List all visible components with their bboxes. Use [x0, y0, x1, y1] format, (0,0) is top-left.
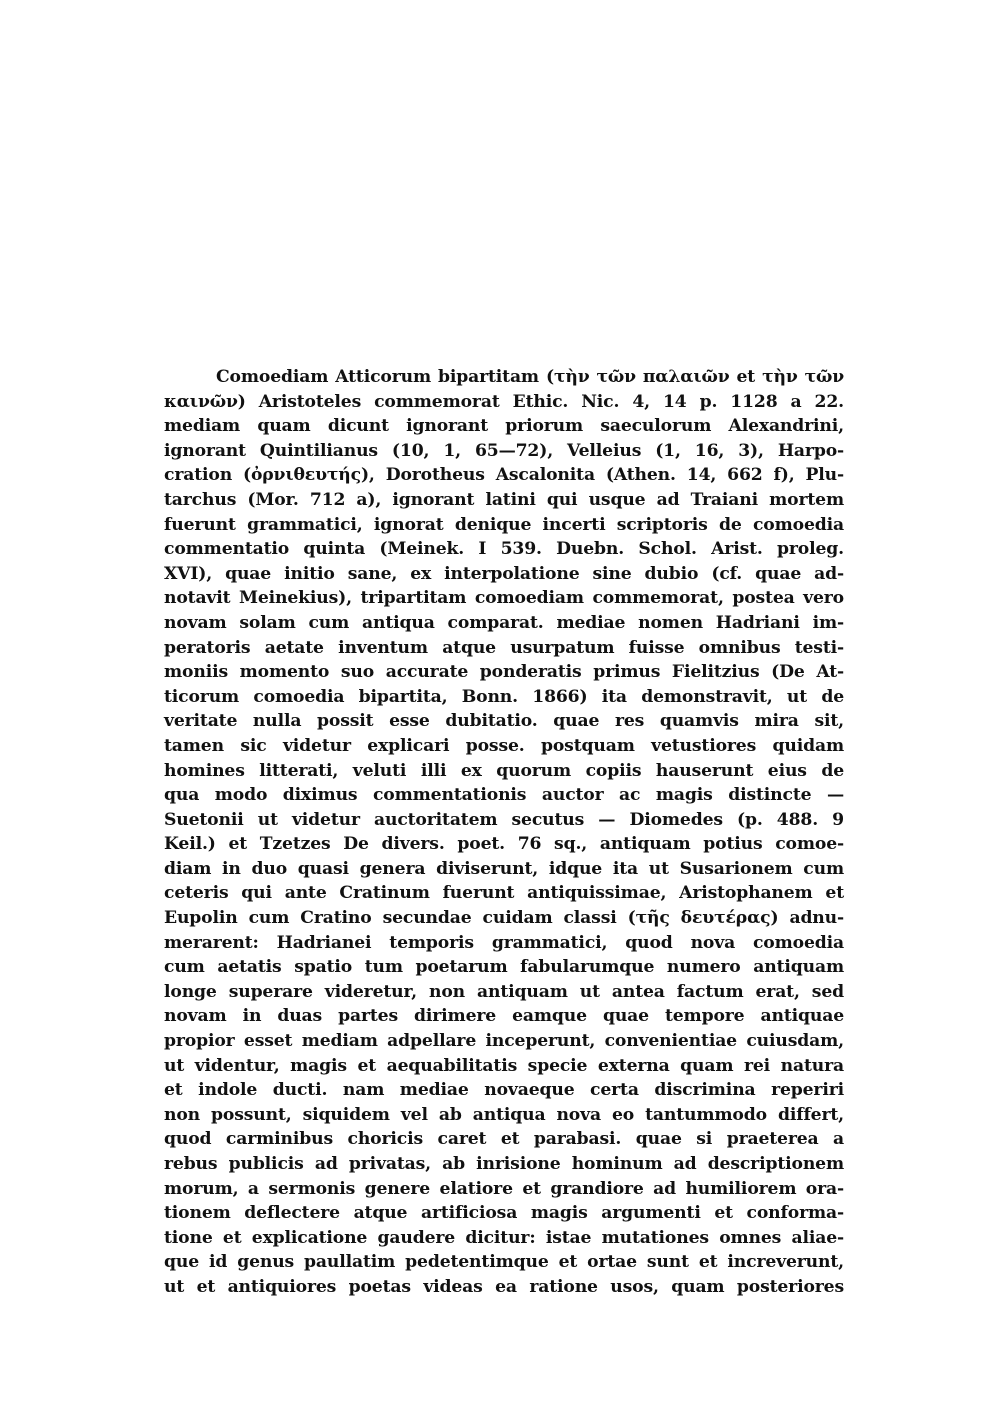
text-line: ut videntur, magis et aequabilitatis specie externa quam rei natura [164, 1055, 844, 1076]
text-line: Suetonii ut videtur auctoritatem secutus — Diomedes (p. 488. 9 [164, 809, 844, 830]
text-line: Keil.) et Tzetzes De divers. poet. 76 sq., antiquam potius comoe- [164, 834, 844, 855]
text-line: fuerunt grammatici, ignorat denique incerti scriptoris de comoedia [164, 514, 844, 535]
text-line: novam solam cum antiqua comparat. mediae nomen Hadriani im- [164, 612, 844, 633]
text-line: notavit Meinekius), tripartitam comoediam commemorat, postea vero [164, 588, 844, 609]
text-line: tionem deflectere atque artificiosa magis argumenti et conforma- [164, 1203, 844, 1224]
text-line: Eupolin cum Cratino secundae cuidam classi (τῆς δευτέρας) adnu- [164, 908, 844, 929]
text-line: longe superare videretur, non antiquam ut antea factum erat, sed [164, 981, 844, 1002]
text-line: rebus publicis ad privatas, ab inrisione hominum ad descriptionem [164, 1154, 844, 1174]
text-line: peratoris aetate inventum atque usurpatum fuisse omnibus testi- [164, 637, 844, 658]
text-line: novam in duas partes dirimere eamque quae tempore antiquae [164, 1006, 844, 1027]
text-line: que id genus paullatim pedetentimque et ortae sunt et increverunt, [164, 1252, 844, 1273]
text-line: ignorant Quintilianus (10, 1, 65—72), Velleius (1, 16, 3), Harpo- [164, 440, 844, 461]
text-line: cration (ὀρνιθευτής), Dorotheus Ascalonita (Athen. 14, 662 f), Plu- [164, 465, 844, 486]
text-line: ticorum comoedia bipartita, Bonn. 1866) ita demonstravit, ut de [164, 686, 844, 707]
text-line: XVI), quae initio sane, ex interpolatione sine dubio (cf. quae ad- [164, 563, 844, 584]
text-line: et indole ducti. nam mediae novaeque certa discrimina reperiri [164, 1080, 844, 1101]
text-line: tione et explicatione gaudere dicitur: istae mutationes omnes aliae- [164, 1227, 844, 1248]
text-line: quod carminibus choricis caret et parabasi. quae si praeterea a [164, 1129, 844, 1150]
text-line: merarent: Hadrianei temporis grammatici, quod nova comoedia [164, 932, 844, 953]
body-paragraph [164, 365, 844, 1300]
text-line: Comoediam Atticorum bipartitam (τὴν τῶν παλαιῶν et τὴν τῶν [216, 367, 844, 387]
text-line: cum aetatis spatio tum poetarum fabularumque numero antiquam [164, 957, 844, 978]
text-line: mediam quam dicunt ignorant priorum saeculorum Alexandrini, [164, 416, 844, 437]
text-line: tarchus (Mor. 712 a), ignorant latini qui usque ad Traiani mortem [164, 489, 844, 510]
text-line: καινῶν) Aristoteles commemorat Ethic. Nic. 4, 14 p. 1128 a 22. [164, 391, 844, 412]
text-line: non possunt, siquidem vel ab antiqua nova eo tantummodo differt, [164, 1104, 844, 1125]
text-line: morum, a sermonis genere elatiore et grandiore ad humiliorem ora- [164, 1178, 844, 1199]
text-line: veritate nulla possit esse dubitatio. quae res quamvis mira sit, [164, 711, 844, 732]
text-line: moniis momento suo accurate ponderatis primus Fielitzius (De At- [164, 662, 844, 683]
text-line: ut et antiquiores poetas videas ea ratione usos, quam posteriores [164, 1276, 844, 1297]
text-line: tamen sic videtur explicari posse. postquam vetustiores quidam [164, 735, 844, 756]
text-line: propior esset mediam adpellare inceperunt, convenientiae cuiusdam, [164, 1031, 844, 1052]
text-line: commentatio quinta (Meinek. I 539. Duebn. Schol. Arist. proleg. [164, 539, 844, 560]
text-line: diam in duo quasi genera diviserunt, idque ita ut Susarionem cum [164, 858, 844, 879]
text-line: ceteris qui ante Cratinum fuerunt antiquissimae, Aristophanem et [164, 883, 844, 904]
text-line: qua modo diximus commentationis auctor ac magis distincte — [164, 785, 844, 806]
text-line: homines litterati, veluti illi ex quorum copiis hauserunt eius de [164, 760, 844, 781]
